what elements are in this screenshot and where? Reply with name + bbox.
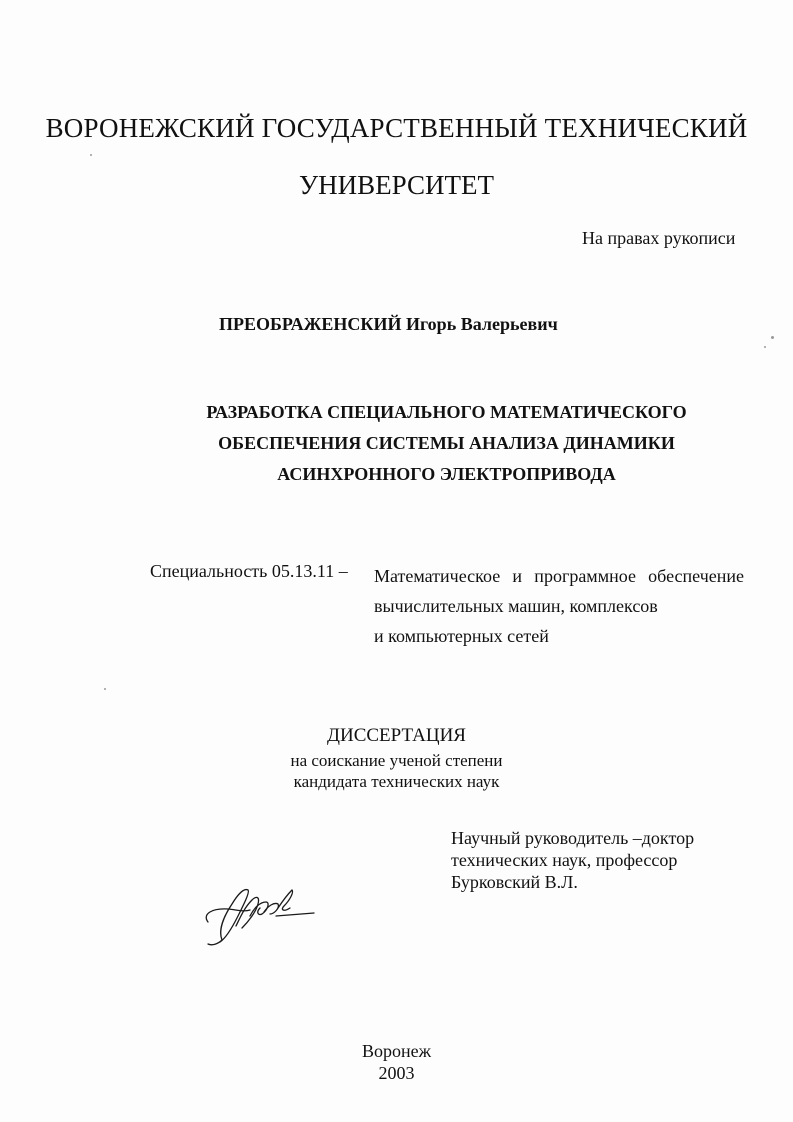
specialty-description-line: вычислительных машин, комплексов bbox=[374, 596, 658, 616]
thesis-title bbox=[100, 397, 793, 490]
scientific-supervisor bbox=[451, 827, 694, 893]
university-name-line1: ВОРОНЕЖСКИЙ ГОСУДАРСТВЕННЫЙ ТЕХНИЧЕСКИЙ bbox=[45, 113, 748, 143]
specialty-description bbox=[374, 561, 744, 651]
dissertation-degree-line: на соискание ученой степени bbox=[290, 751, 503, 770]
scan-speck bbox=[771, 336, 774, 339]
specialty-description-line: Математическое и программное обеспечение bbox=[374, 566, 744, 586]
author-name: ПРЕОБРАЖЕНСКИЙ Игорь Валерьевич bbox=[219, 314, 558, 334]
handwritten-signature-icon bbox=[198, 882, 318, 954]
thesis-title-line: ОБЕСПЕЧЕНИЯ СИСТЕМЫ АНАЛИЗА ДИНАМИКИ bbox=[218, 433, 675, 453]
specialty-label: Специальность 05.13.11 – bbox=[150, 561, 348, 581]
scan-speck bbox=[764, 346, 766, 348]
dissertation-degree-line: кандидата технических наук bbox=[293, 772, 500, 791]
supervisor-line: технических наук, профессор bbox=[451, 850, 678, 870]
dissertation-heading: ДИССЕРТАЦИЯ bbox=[327, 725, 466, 746]
place-and-year bbox=[0, 1040, 793, 1084]
thesis-title-line: РАЗРАБОТКА СПЕЦИАЛЬНОГО МАТЕМАТИЧЕСКОГО bbox=[206, 402, 687, 422]
supervisor-line: Бурковский В.Л. bbox=[451, 872, 578, 892]
specialty-description-line: и компьютерных сетей bbox=[374, 626, 549, 646]
university-name-line2: УНИВЕРСИТЕТ bbox=[299, 170, 494, 200]
thesis-title-line: АСИНХРОННОГО ЭЛЕКТРОПРИВОДА bbox=[277, 464, 616, 484]
dissertation-degree bbox=[0, 750, 793, 792]
scan-speck bbox=[90, 154, 92, 156]
manuscript-rights-note: На правах рукописи bbox=[582, 228, 736, 248]
scan-speck bbox=[104, 688, 106, 690]
supervisor-line: Научный руководитель –доктор bbox=[451, 828, 695, 848]
year: 2003 bbox=[378, 1063, 415, 1083]
city-name: Воронеж bbox=[361, 1041, 432, 1061]
